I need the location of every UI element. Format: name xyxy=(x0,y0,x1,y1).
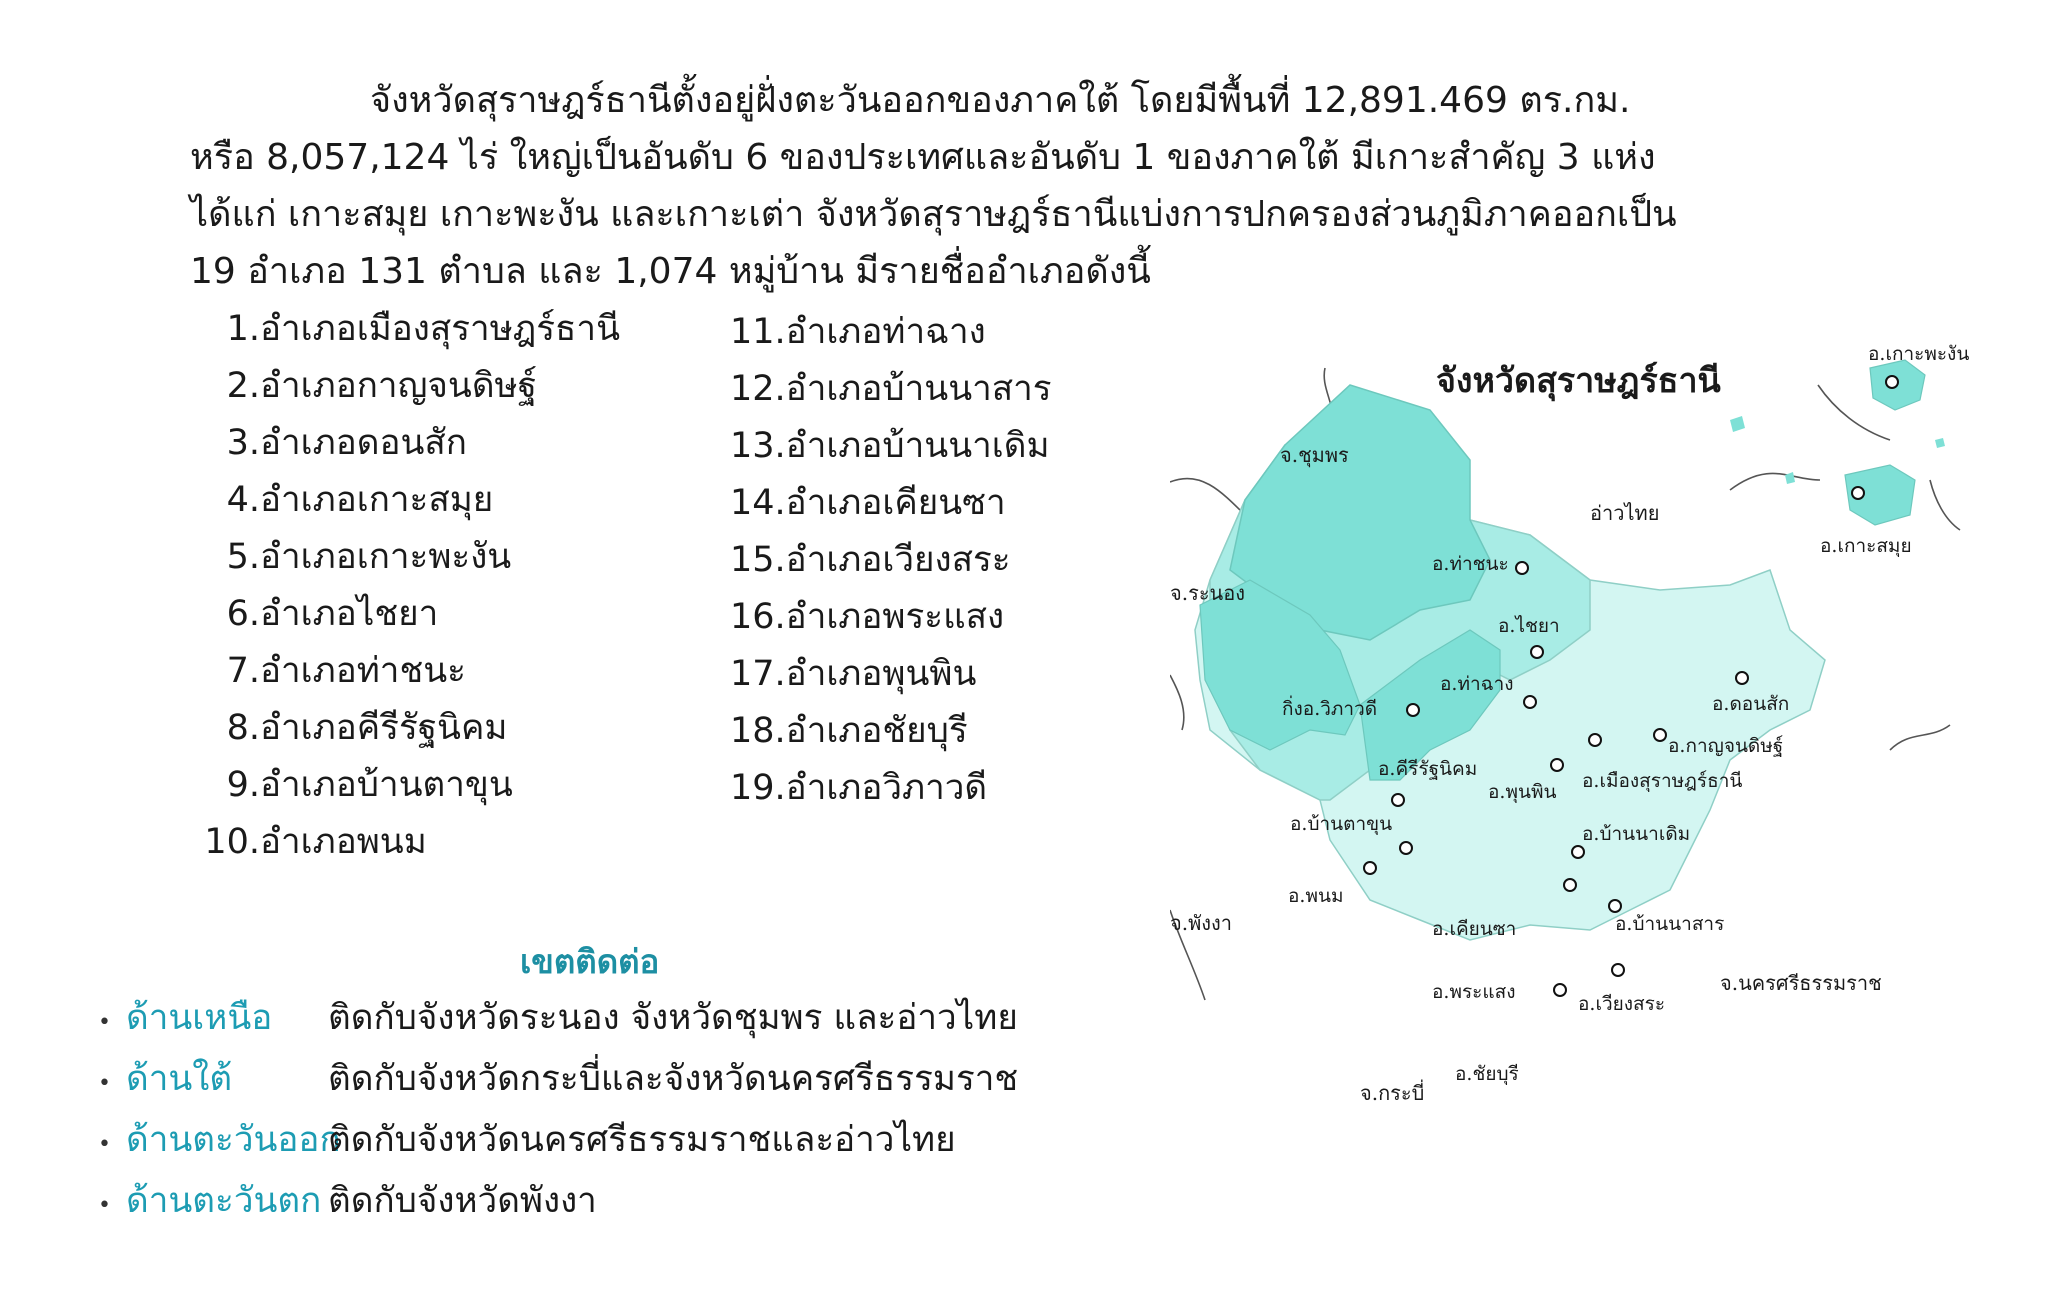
district-dot xyxy=(1572,846,1584,858)
district-item xyxy=(730,703,1052,760)
intro-paragraph xyxy=(190,72,1870,300)
island-small xyxy=(1785,472,1795,484)
boundary-line xyxy=(1890,725,1950,750)
district-name: อำเภอท่าชนะ xyxy=(260,651,466,691)
district-name: อำเภอบ้านนาสาร xyxy=(785,369,1052,409)
neighbor-label-phangnga: จ.พังงา xyxy=(1170,911,1233,935)
island-small xyxy=(1935,438,1945,448)
district-dot xyxy=(1612,964,1624,976)
district-name: อำเภอไชยา xyxy=(260,594,439,634)
district-list-right xyxy=(730,304,1052,817)
district-label: อ.พระแสง xyxy=(1432,981,1516,1003)
district-item xyxy=(190,301,620,358)
border-item xyxy=(98,1051,1018,1112)
district-item xyxy=(190,643,620,700)
district-item xyxy=(730,532,1052,589)
border-item xyxy=(98,1173,1018,1234)
district-number: 7. xyxy=(226,651,260,691)
district-name: อำเภอเวียงสระ xyxy=(785,540,1011,580)
intro-line: จังหวัดสุราษฎร์ธานีตั้งอยู่ฝั่งตะวันออกของภาคใต้ โดยมีพื้นที่ 12,891.469 ตร.กม. xyxy=(370,80,1631,121)
bullet-icon: • xyxy=(98,1132,111,1157)
border-direction: ด้านใต้ xyxy=(126,1059,233,1099)
district-name: อำเภอเคียนซา xyxy=(785,483,1006,523)
border-item xyxy=(98,1112,1018,1173)
district-number: 2. xyxy=(226,366,260,406)
district-item xyxy=(730,589,1052,646)
district-name: อำเภอเกาะสมุย xyxy=(260,480,494,520)
district-dot xyxy=(1551,759,1563,771)
district-label: อ.ท่าชนะ xyxy=(1432,553,1509,575)
district-number: 11. xyxy=(730,312,786,352)
district-name: อำเภอพนม xyxy=(260,822,427,862)
district-number: 17. xyxy=(730,654,786,694)
bullet-icon: • xyxy=(98,1010,111,1035)
neighbor-label-chumphon: จ.ชุมพร xyxy=(1280,443,1349,467)
district-label: อ.พนม xyxy=(1288,885,1344,907)
district-label: อ.ไชยา xyxy=(1498,615,1560,637)
neighbor-label-gulf: อ่าวไทย xyxy=(1590,501,1660,525)
border-text: ติดกับจังหวัดพังงา xyxy=(328,1181,597,1221)
border-text: ติดกับจังหวัดระนอง จังหวัดชุมพร และอ่าวไทย xyxy=(328,998,1018,1038)
district-dot xyxy=(1524,696,1536,708)
district-number: 12. xyxy=(730,369,786,409)
district-label: อ.เกาะพะงัน xyxy=(1868,343,1970,365)
district-dot xyxy=(1364,862,1376,874)
district-item xyxy=(730,418,1052,475)
district-number: 13. xyxy=(730,426,786,466)
district-item xyxy=(190,814,620,871)
border-text: ติดกับจังหวัดนครศรีธรรมราชและอ่าวไทย xyxy=(328,1120,956,1160)
district-dot xyxy=(1609,900,1621,912)
district-number: 16. xyxy=(730,597,786,637)
district-dot xyxy=(1392,794,1404,806)
district-number: 3. xyxy=(226,423,260,463)
district-item xyxy=(190,358,620,415)
district-label: อ.เมืองสุราษฎร์ธานี xyxy=(1582,770,1743,792)
district-name: อำเภอกาญจนดิษฐ์ xyxy=(260,366,537,406)
district-number: 1. xyxy=(226,309,260,349)
border-direction: ด้านเหนือ xyxy=(126,998,273,1038)
district-label: อ.บ้านนาเดิม xyxy=(1582,823,1691,845)
district-label: อ.ท่าฉาง xyxy=(1440,673,1514,695)
district-label: อ.เกาะสมุย xyxy=(1820,535,1912,557)
border-text: ติดกับจังหวัดกระบี่และจังหวัดนครศรีธรรมราช xyxy=(328,1059,1019,1099)
district-dot xyxy=(1400,842,1412,854)
district-number: 10. xyxy=(204,822,260,862)
borders-list xyxy=(98,990,1018,1234)
boundary-line xyxy=(1170,478,1245,515)
district-name: อำเภอคีรีรัฐนิคม xyxy=(260,708,508,748)
district-item xyxy=(730,304,1052,361)
district-item xyxy=(730,361,1052,418)
district-label: อ.คีรีรัฐนิคม xyxy=(1378,758,1478,780)
intro-line: หรือ 8,057,124 ไร่ ใหญ่เป็นอันดับ 6 ของประเทศและอันดับ 1 ของภาคใต้ มีเกาะสำคัญ 3 แห่ง xyxy=(190,137,1656,178)
intro-line: ได้แก่ เกาะสมุย เกาะพะงัน และเกาะเต่า จังหวัดสุราษฎร์ธานีแบ่งการปกครองส่วนภูมิภาคออกเป็น xyxy=(190,194,1677,235)
district-item xyxy=(190,586,620,643)
district-dot xyxy=(1589,734,1601,746)
district-item xyxy=(190,415,620,472)
district-label: อ.ชัยบุรี xyxy=(1455,1063,1519,1085)
district-item xyxy=(190,757,620,814)
district-item xyxy=(190,472,620,529)
district-name: อำเภอชัยบุรี xyxy=(785,711,968,751)
border-direction: ด้านตะวันออก xyxy=(126,1120,341,1160)
district-dot xyxy=(1736,672,1748,684)
map-title: จังหวัดสุราษฎร์ธานี xyxy=(1436,361,1721,401)
district-dot xyxy=(1852,487,1864,499)
district-item xyxy=(730,475,1052,532)
border-item xyxy=(98,990,1018,1051)
boundary-line xyxy=(1170,675,1184,730)
district-number: 14. xyxy=(730,483,786,523)
district-label: กิ่งอ.วิภาวดี xyxy=(1282,698,1378,720)
district-item xyxy=(190,700,620,757)
district-dot xyxy=(1516,562,1528,574)
district-number: 6. xyxy=(226,594,260,634)
district-label: อ.เวียงสระ xyxy=(1578,993,1666,1015)
district-number: 19. xyxy=(730,768,786,808)
district-item xyxy=(730,760,1052,817)
district-label: อ.กาญจนดิษฐ์ xyxy=(1668,735,1784,757)
boundary-line xyxy=(1730,473,1820,490)
district-name: อำเภอพุนพิน xyxy=(785,654,977,694)
district-number: 15. xyxy=(730,540,786,580)
district-label: อ.เคียนซา xyxy=(1432,918,1517,940)
boundary-line xyxy=(1930,480,1960,530)
district-item xyxy=(190,529,620,586)
district-list-left xyxy=(190,301,620,871)
island-small xyxy=(1730,416,1745,432)
neighbor-label-nakhon: จ.นครศรีธรรมราช xyxy=(1720,971,1882,995)
district-number: 9. xyxy=(226,765,260,805)
district-dot xyxy=(1886,376,1898,388)
district-number: 8. xyxy=(226,708,260,748)
neighbor-label-krabi: จ.กระบี่ xyxy=(1360,1081,1425,1105)
district-name: อำเภอบ้านตาขุน xyxy=(260,765,513,805)
district-item xyxy=(730,646,1052,703)
border-direction: ด้านตะวันตก xyxy=(126,1181,322,1221)
district-label: อ.บ้านนาสาร xyxy=(1615,913,1725,935)
district-number: 5. xyxy=(226,537,260,577)
borders-heading: เขตติดต่อ xyxy=(520,942,660,981)
district-dot xyxy=(1554,984,1566,996)
bullet-icon: • xyxy=(98,1193,111,1218)
district-dot xyxy=(1564,879,1576,891)
district-label: อ.บ้านตาขุน xyxy=(1290,813,1393,835)
neighbor-label-ranong: จ.ระนอง xyxy=(1170,581,1246,605)
district-name: อำเภอพระแสง xyxy=(785,597,1005,637)
district-label: อ.ดอนสัก xyxy=(1712,693,1790,715)
district-dot xyxy=(1531,646,1543,658)
district-name: อำเภอดอนสัก xyxy=(260,423,467,463)
bullet-icon: • xyxy=(98,1071,111,1096)
intro-line: 19 อำเภอ 131 ตำบล และ 1,074 หมู่บ้าน มีรายชื่ออำเภอดังนี้ xyxy=(190,251,1151,292)
district-name: อำเภอเกาะพะงัน xyxy=(260,537,512,577)
district-label: อ.พุนพิน xyxy=(1488,781,1557,803)
district-dot xyxy=(1654,729,1666,741)
district-name: อำเภอวิภาวดี xyxy=(785,768,988,808)
district-dot xyxy=(1407,704,1419,716)
district-number: 4. xyxy=(226,480,260,520)
district-name: อำเภอเมืองสุราษฎร์ธานี xyxy=(260,309,620,349)
district-name: อำเภอบ้านนาเดิม xyxy=(785,426,1050,466)
district-name: อำเภอท่าฉาง xyxy=(785,312,986,352)
province-map xyxy=(1170,330,1980,1160)
district-number: 18. xyxy=(730,711,786,751)
